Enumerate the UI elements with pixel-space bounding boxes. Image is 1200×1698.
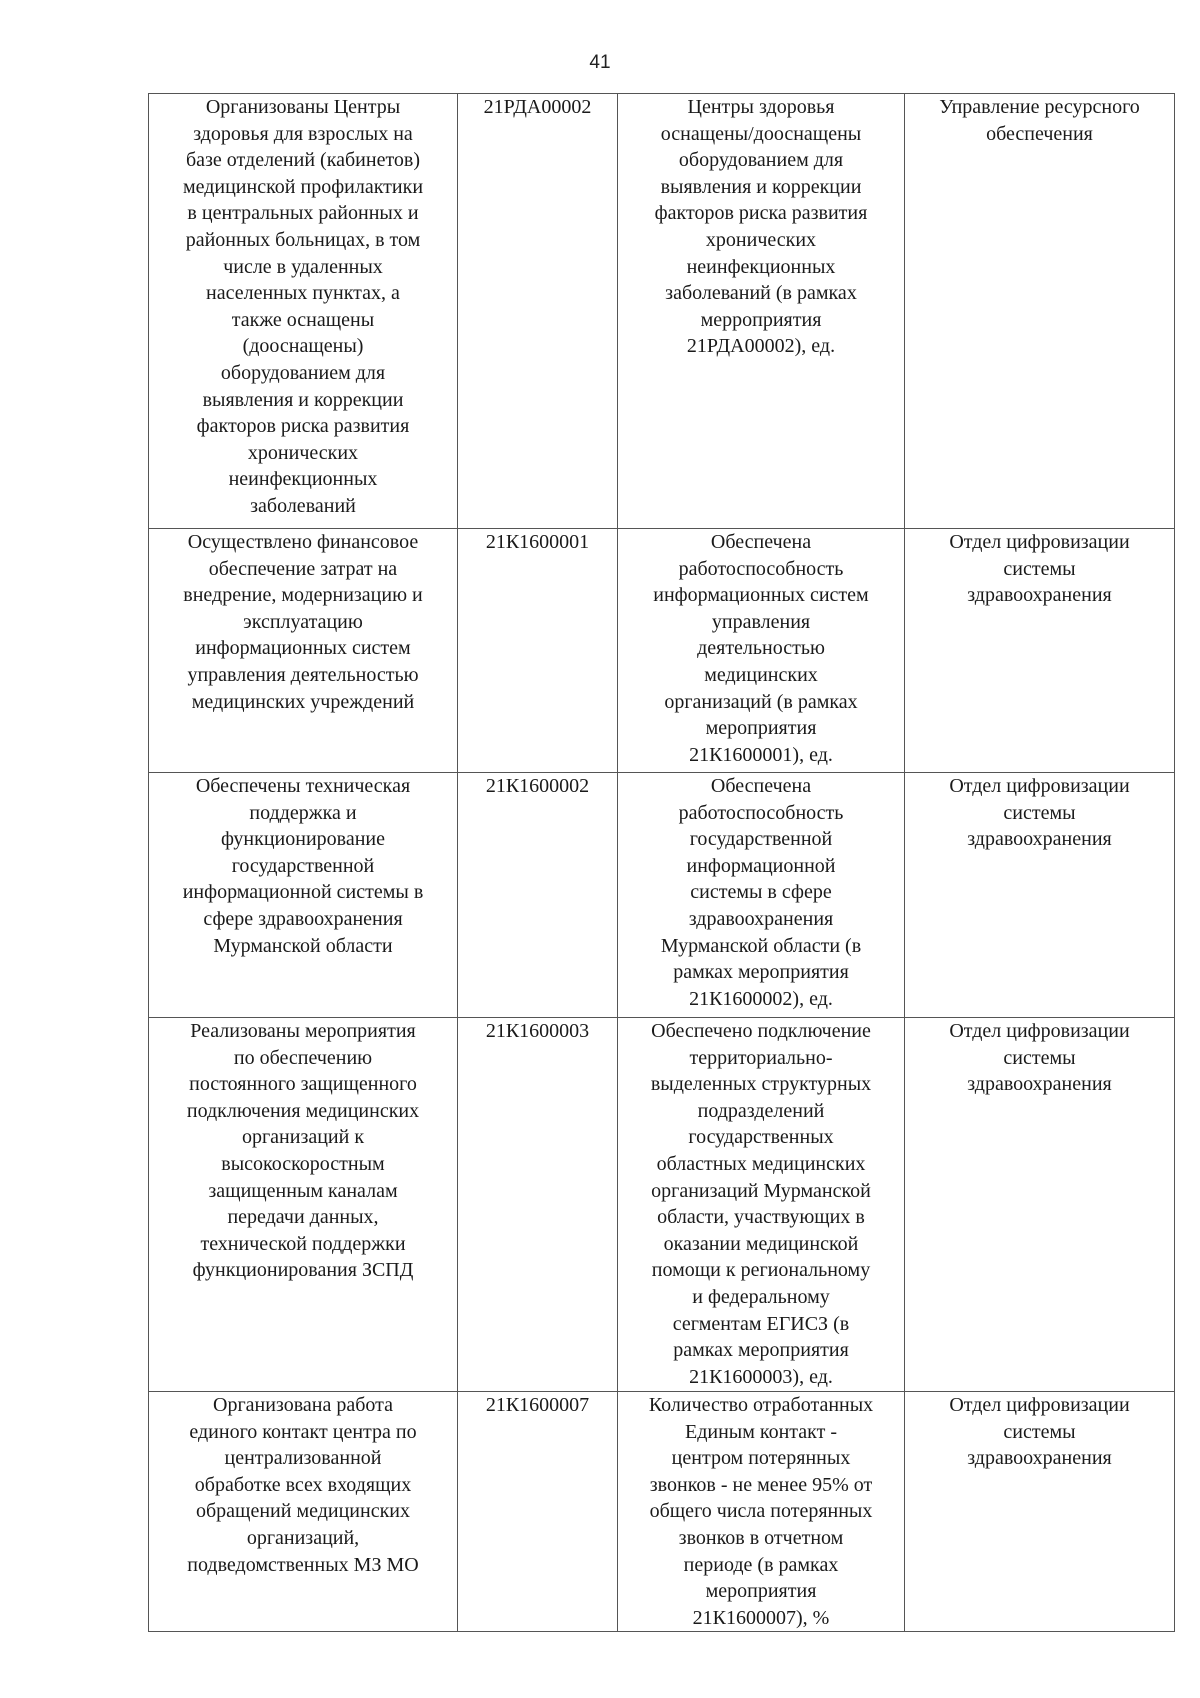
indicator-cell: Обеспечена работоспособность государственной информационной системы в сфере здравоохранения Мурманской области (в рамках мероприятия 21К1600002), ед. <box>618 773 905 1018</box>
code-cell: 21РДА00002 <box>458 94 618 529</box>
responsible-cell: Отдел цифровизации системы здравоохранения <box>905 1018 1175 1392</box>
responsible-cell: Отдел цифровизации системы здравоохранения <box>905 529 1175 773</box>
responsible-cell: Управление ресурсного обеспечения <box>905 94 1175 529</box>
result-cell: Реализованы мероприятия по обеспечению постоянного защищенного подключения медицинских организаций к высокоскоростным защищенным каналам передачи данных, технической поддержки функционирования ЗСПД <box>149 1018 458 1392</box>
indicator-cell: Количество отработанных Единым контакт - центром потерянных звонков - не менее 95% от общего числа потерянных звонков в отчетном периоде (в рамках мероприятия 21К1600007), % <box>618 1392 905 1632</box>
code-cell: 21К1600002 <box>458 773 618 1018</box>
page-number: 41 <box>589 52 611 73</box>
measures-table <box>148 93 1175 1632</box>
code-cell: 21К1600003 <box>458 1018 618 1392</box>
table-row <box>149 529 1175 773</box>
table-row <box>149 94 1175 529</box>
indicator-cell: Обеспечена работоспособность информационных систем управления деятельностью медицинских организаций (в рамках мероприятия 21К1600001), ед. <box>618 529 905 773</box>
result-cell: Организованы Центры здоровья для взрослых на базе отделений (кабинетов) медицинской профилактики в центральных районных и районных больницах, в том числе в удаленных населенных пунктах, а также оснащены (дооснащены) оборудованием для выявления и коррекции факторов риска развития хронических неинфекционных заболеваний <box>149 94 458 529</box>
code-cell: 21К1600007 <box>458 1392 618 1632</box>
result-cell: Обеспечены техническая поддержка и функционирование государственной информационной системы в сфере здравоохранения Мурманской области <box>149 773 458 1018</box>
table-row <box>149 1392 1175 1632</box>
code-cell: 21К1600001 <box>458 529 618 773</box>
responsible-cell: Отдел цифровизации системы здравоохранения <box>905 773 1175 1018</box>
table-row <box>149 1018 1175 1392</box>
table-row <box>149 773 1175 1018</box>
result-cell: Осуществлено финансовое обеспечение затрат на внедрение, модернизацию и эксплуатацию информационных систем управления деятельностью медицинских учреждений <box>149 529 458 773</box>
indicator-cell: Центры здоровья оснащены/дооснащены оборудованием для выявления и коррекции факторов риска развития хронических неинфекционных заболеваний (в рамках мерроприятия 21РДА00002), ед. <box>618 94 905 529</box>
indicator-cell: Обеспечено подключение территориально- выделенных структурных подразделений государственных областных медицинских организаций Мурманской области, участвующих в оказании медицинской помощи к региональному и федеральному сегментам ЕГИСЗ (в рамках мероприятия 21К1600003), ед. <box>618 1018 905 1392</box>
result-cell: Организована работа единого контакт центра по централизованной обработке всех входящих обращений медицинских организаций, подведомственных МЗ МО <box>149 1392 458 1632</box>
responsible-cell: Отдел цифровизации системы здравоохранения <box>905 1392 1175 1632</box>
